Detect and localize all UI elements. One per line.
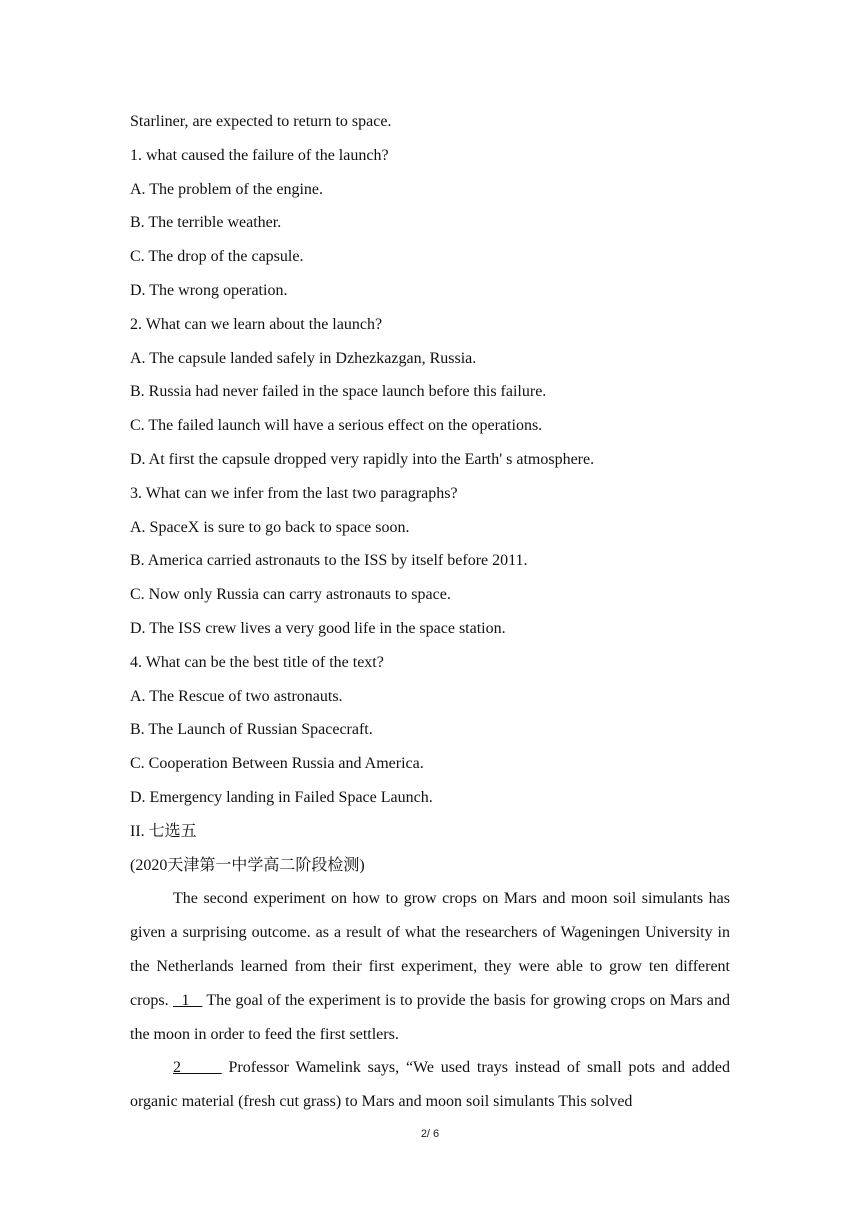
question-3: 3. What can we infer from the last two paragraphs? xyxy=(130,484,458,502)
option-2a: A. The capsule landed safely in Dzhezkazgan, Russia. xyxy=(130,349,477,367)
passage-paragraph-1 xyxy=(130,882,730,1051)
passage-paragraph-2 xyxy=(130,1051,730,1119)
blank-1: 1 xyxy=(172,991,203,1009)
option-1b: B. The terrible weather. xyxy=(130,214,282,232)
question-4: 4. What can be the best title of the text? xyxy=(130,653,384,671)
option-4a: A. The Rescue of two astronauts. xyxy=(130,687,343,705)
option-1d: D. The wrong operation. xyxy=(130,281,288,299)
text-line: Starliner, are expected to return to space. xyxy=(130,113,392,130)
option-3b: B. America carried astronauts to the ISS by itself before 2011. xyxy=(130,552,528,570)
paragraph-text: Professor Wamelink says, “We used trays instead of small pots and added organic material (fresh cut grass) to Mars and moon soil simulants This solved xyxy=(130,1059,730,1111)
paragraph-text: The second experiment on how to grow crops on Mars and moon soil simulants has given a surprising outcome. as a result of what the researchers of Wageningen University in the Netherlands learned from their first experiment, they were able to grow ten different crops. xyxy=(130,890,730,1009)
option-3d: D. The ISS crew lives a very good life in the space station. xyxy=(130,619,506,637)
option-1a: A. The problem of the engine. xyxy=(130,180,323,198)
section-source: (2020天津第一中学高二阶段检测) xyxy=(130,856,365,874)
option-3c: C. Now only Russia can carry astronauts to space. xyxy=(130,586,451,604)
question-2: 2. What can we learn about the launch? xyxy=(130,315,383,333)
option-4b: B. The Launch of Russian Spacecraft. xyxy=(130,721,373,739)
option-2d: D. At first the capsule dropped very rapidly into the Earth' s atmosphere. xyxy=(130,450,595,468)
option-1c: C. The drop of the capsule. xyxy=(130,248,304,266)
option-4c: C. Cooperation Between Russia and America. xyxy=(130,755,424,773)
page-number: 2/ 6 xyxy=(420,1128,440,1140)
option-2c: C. The failed launch will have a serious effect on the operations. xyxy=(130,417,543,435)
option-2b: B. Russia had never failed in the space launch before this failure. xyxy=(130,383,547,401)
blank-2: 2 xyxy=(173,1059,222,1077)
document-body xyxy=(130,105,730,1119)
option-4d: D. Emergency landing in Failed Space Launch. xyxy=(130,788,433,806)
option-3a: A. SpaceX is sure to go back to space soon. xyxy=(130,518,410,536)
paragraph-text: The goal of the experiment is to provide the basis for growing crops on Mars and the moon in order to feed the first settlers. xyxy=(130,991,731,1043)
section-heading: II. 七选五 xyxy=(130,822,197,840)
question-1: 1. what caused the failure of the launch? xyxy=(130,146,389,164)
